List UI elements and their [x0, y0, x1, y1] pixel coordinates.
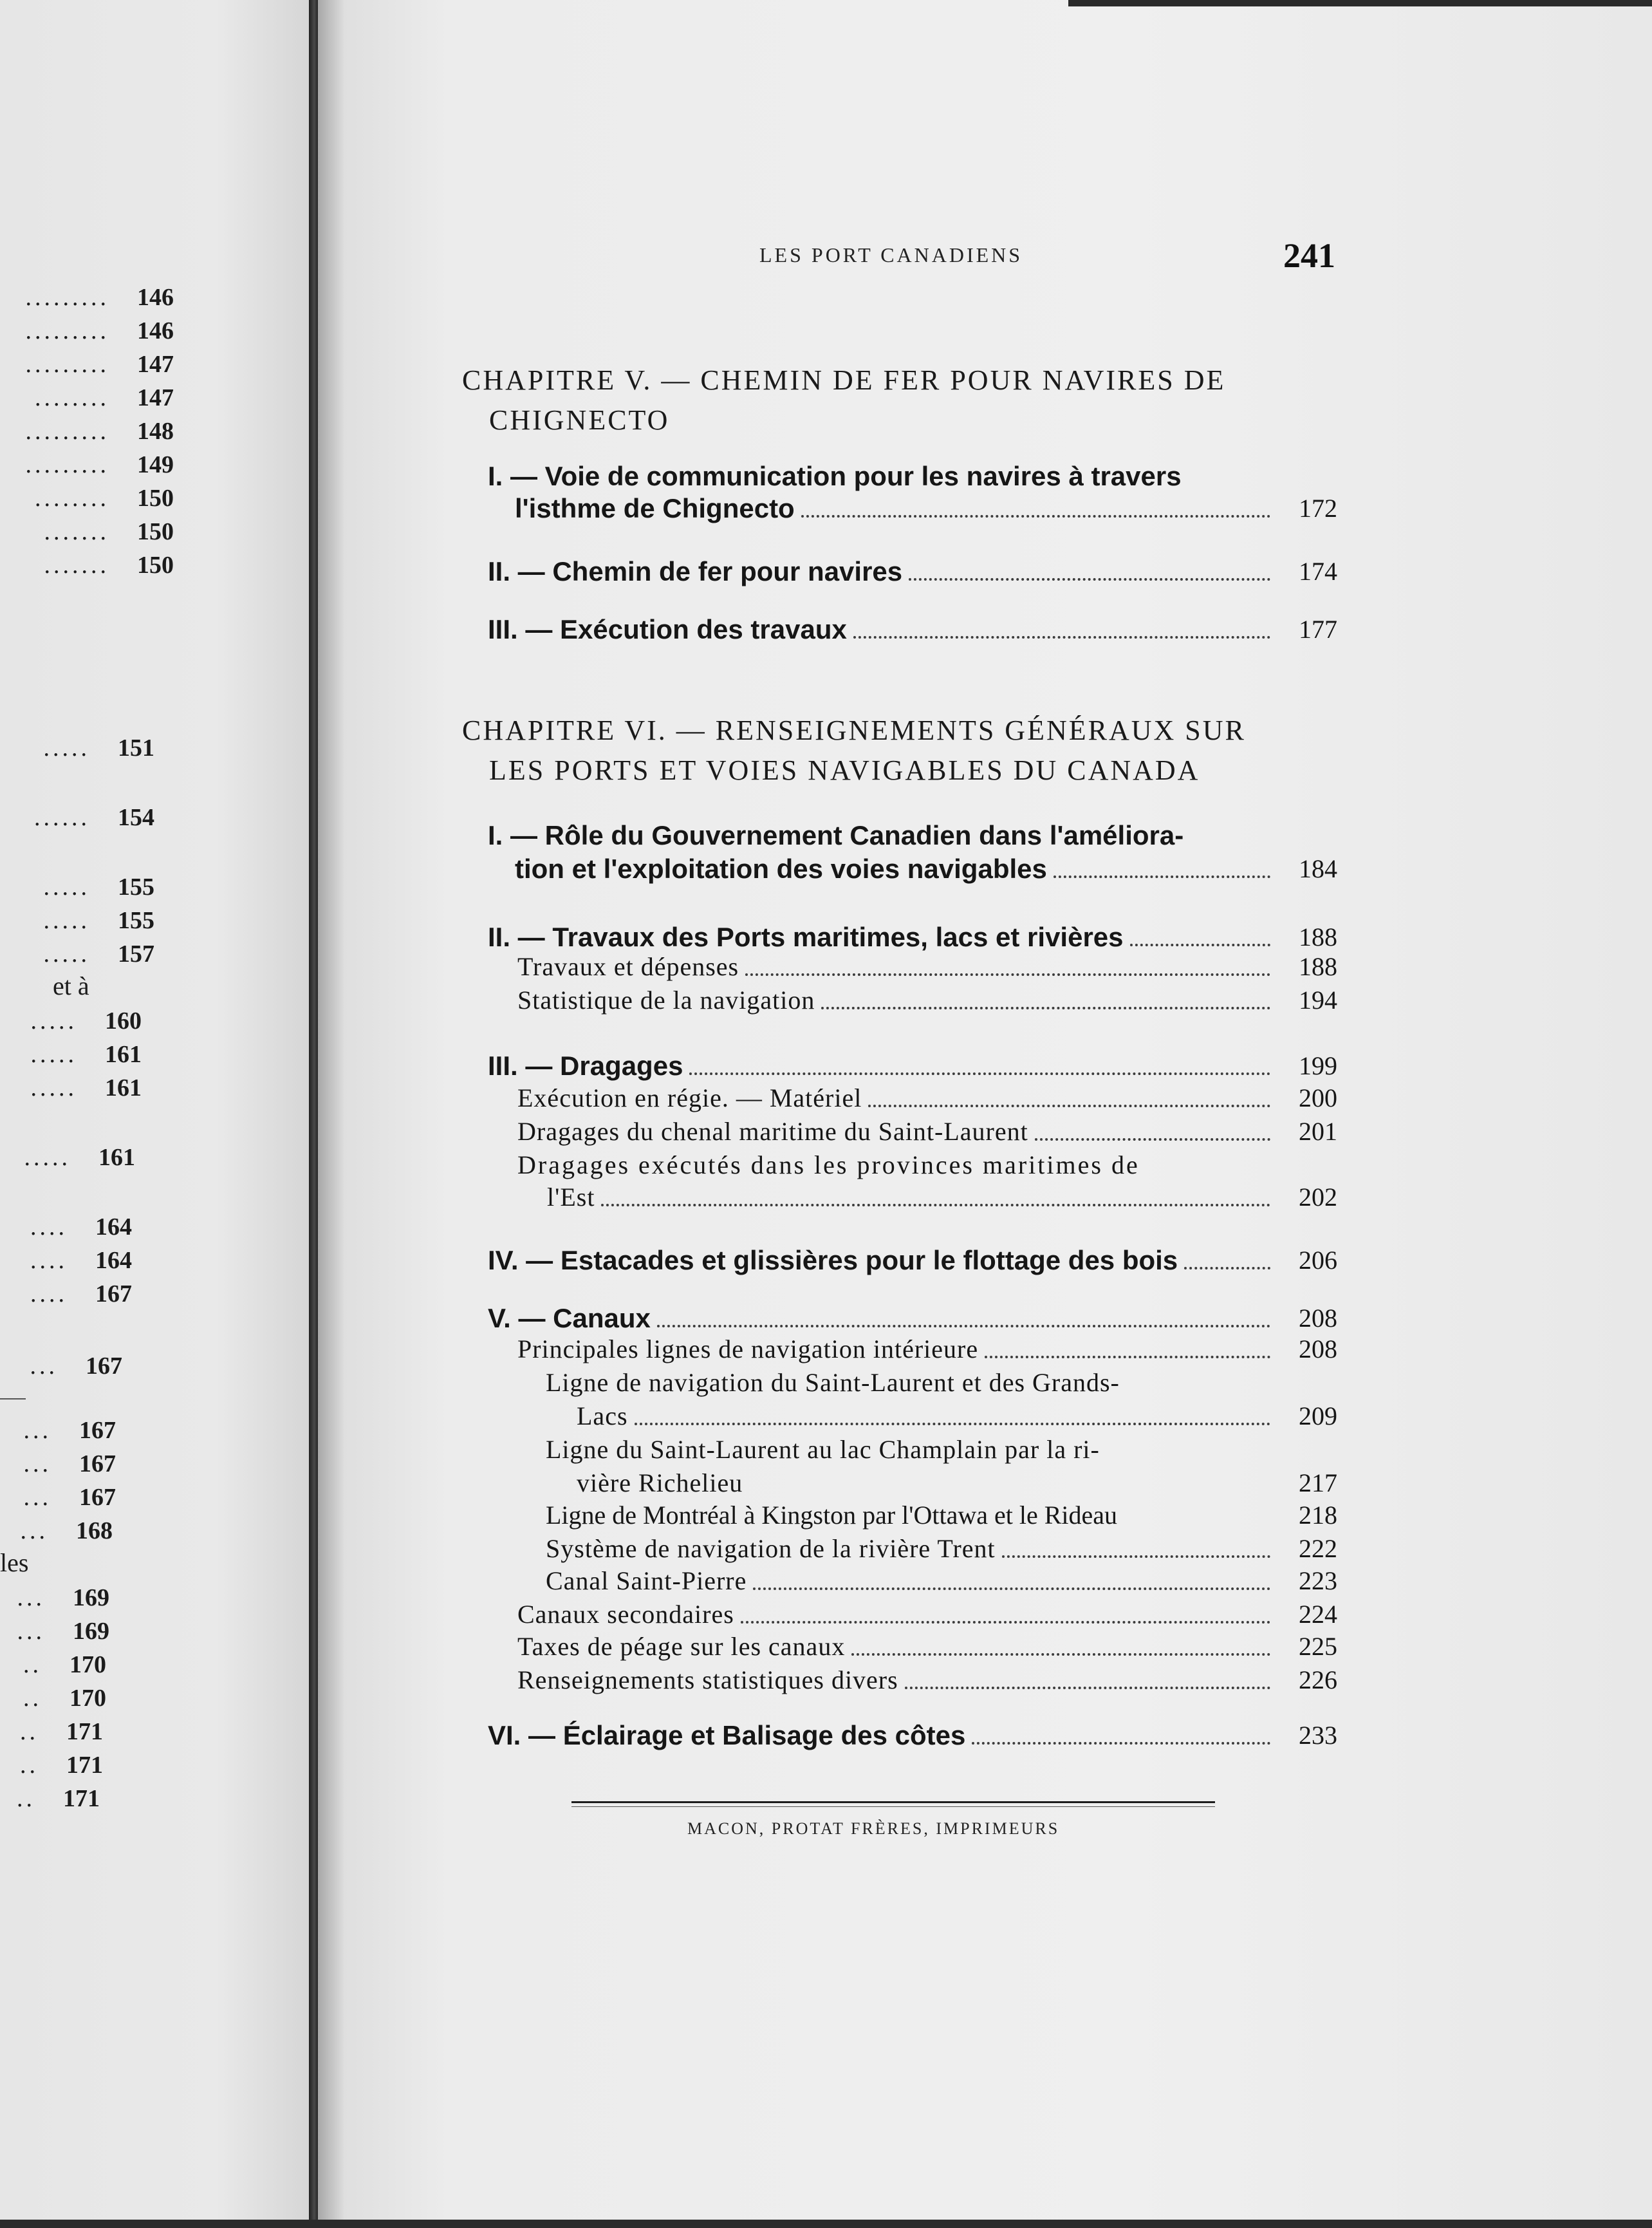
book-binding [309, 0, 318, 2228]
toc-section: V. — Canaux 208 [488, 1302, 1337, 1335]
toc-page-number: 209 [1299, 1401, 1337, 1430]
toc-subsection: Système de navigation de la rivière Trent 222 [546, 1532, 1337, 1566]
left-toc-row: ..... 160 [30, 1007, 142, 1034]
left-toc-row: ...... 154 [34, 804, 154, 831]
toc-section: III. — Dragages 199 [488, 1049, 1337, 1083]
left-toc-row: .. 171 [20, 1752, 103, 1779]
toc-page-number: 201 [1299, 1117, 1337, 1146]
toc-page-number: 217 [1299, 1468, 1337, 1497]
toc-subsection: Ligne de navigation du Saint-Laurent et des Grands- [546, 1368, 1120, 1397]
left-toc-row: ..... 161 [24, 1144, 135, 1171]
footer-rule-thin [571, 1806, 1215, 1807]
toc-subsection: Renseignements statistiques divers 226 [517, 1663, 1337, 1697]
left-toc-row: .... 164 [30, 1213, 132, 1240]
left-toc-row: ......... 149 [25, 451, 174, 478]
left-toc-row: ... 169 [17, 1584, 109, 1611]
toc-page-number: 177 [1299, 615, 1337, 644]
left-toc-row: ....... 150 [44, 518, 174, 545]
left-toc-row: ... 167 [23, 1484, 116, 1511]
left-toc-row: ..... 161 [30, 1041, 142, 1068]
toc-section: VI. — Éclairage et Balisage des côtes 233 [488, 1719, 1337, 1752]
left-toc-row: .. 171 [20, 1718, 103, 1745]
left-word: les [0, 1548, 29, 1577]
toc-page-number: 194 [1299, 986, 1337, 1015]
toc-subsection: Lacs 209 [577, 1400, 1337, 1433]
left-toc-row: ..... 155 [43, 874, 154, 901]
toc-page-number: 184 [1299, 854, 1337, 883]
left-toc-row: ......... 146 [25, 284, 174, 311]
toc-page-number: 172 [1299, 494, 1337, 523]
toc-subsection: Ligne du Saint-Laurent au lac Champlain par la ri- [546, 1435, 1100, 1464]
left-word: et à [53, 971, 89, 1000]
toc-subsection: l'Est 202 [547, 1181, 1337, 1214]
left-toc-row: ........ 150 [35, 485, 174, 512]
toc-section: II. — Chemin de fer pour navires 174 [488, 555, 1337, 588]
left-toc-row: ........ 147 [35, 384, 174, 411]
gutter-shadow [318, 0, 344, 2228]
left-toc-row: .... 164 [30, 1247, 132, 1274]
running-title: LES PORT CANADIENS [759, 243, 1023, 267]
left-page-fragment [0, 0, 309, 2228]
toc-page-number: 226 [1299, 1665, 1337, 1694]
chapter-heading: CHAPITRE VI. — RENSEIGNEMENTS GÉNÉRAUX SUR LES PORTS ET VOIES NAVIGABLES DU CANADA [462, 715, 1246, 786]
toc-page-number: 200 [1299, 1083, 1337, 1112]
left-toc-row: ..... 151 [43, 735, 154, 762]
toc-section: I. — Rôle du Gouvernement Canadien dans l'améliora- [488, 820, 1184, 850]
toc-page-number: 208 [1299, 1334, 1337, 1363]
footer-rule [571, 1801, 1215, 1803]
toc-subsection: Dragages exécutés dans les provinces maritimes de [517, 1150, 1140, 1179]
printer-imprint: MACON, PROTAT FRÈRES, IMPRIMEURS [687, 1819, 1060, 1838]
toc-subsection: Dragages du chenal maritime du Saint-Laurent 201 [517, 1115, 1337, 1148]
toc-subsection: vière Richelieu 217 [577, 1466, 1337, 1500]
toc-section: tion et l'exploitation des voies navigables 184 [515, 852, 1337, 886]
toc-page-number: 208 [1299, 1304, 1337, 1333]
toc-subsection: Canal Saint-Pierre 223 [546, 1564, 1337, 1598]
left-toc-row: ... 167 [30, 1353, 122, 1380]
left-toc-row: ......... 146 [25, 317, 174, 344]
left-toc-row: .. 170 [23, 1685, 106, 1712]
toc-page-number: 199 [1299, 1051, 1337, 1080]
toc-page-number: 188 [1299, 952, 1337, 981]
toc-page-number: 188 [1299, 922, 1337, 951]
toc-page-number: 174 [1299, 557, 1337, 586]
left-toc-row: ..... 161 [30, 1074, 142, 1101]
toc-page-number: 224 [1299, 1600, 1337, 1629]
left-toc-row: ..... 155 [43, 907, 154, 934]
toc-subsection: Exécution en régie. — Matériel 200 [517, 1081, 1337, 1115]
left-toc-row: .... 167 [30, 1280, 132, 1307]
left-toc-row: ....... 150 [44, 552, 174, 579]
left-toc-row: ... 169 [17, 1618, 109, 1645]
chapter-heading: CHAPITRE V. — CHEMIN DE FER POUR NAVIRES DE CHIGNECTO [462, 364, 1226, 436]
toc-page-number: 222 [1299, 1534, 1337, 1563]
toc-subsection: Statistique de la navigation 194 [517, 984, 1337, 1017]
toc-page-number: 206 [1299, 1246, 1337, 1275]
left-toc-row: ..... 157 [43, 941, 154, 968]
toc-section: l'isthme de Chignecto 172 [515, 492, 1337, 525]
left-toc-row: ......... 147 [25, 351, 174, 378]
toc-subsection: Taxes de péage sur les canaux 225 [517, 1630, 1337, 1663]
toc-page-number: 225 [1299, 1632, 1337, 1661]
left-toc-row: ... 167 [23, 1450, 116, 1477]
toc-page-number: 223 [1299, 1566, 1337, 1595]
toc-page-number: 218 [1299, 1501, 1337, 1530]
toc-subsection: Canaux secondaires 224 [517, 1598, 1337, 1631]
toc-page-number: 202 [1299, 1183, 1337, 1212]
left-toc-row: .. 170 [23, 1651, 106, 1678]
toc-page-number: 233 [1299, 1721, 1337, 1750]
page-number: 241 [1283, 236, 1335, 275]
toc-section: IV. — Estacades et glissières pour le flottage des bois 206 [488, 1244, 1337, 1277]
toc-subsection: Travaux et dépenses 188 [517, 950, 1337, 984]
left-toc-row: ... 168 [20, 1517, 113, 1544]
left-toc-row: ......... 148 [25, 418, 174, 445]
toc-section: II. — Travaux des Ports maritimes, lacs et rivières 188 [488, 921, 1337, 954]
toc-subsection: Principales lignes de navigation intérieure 208 [517, 1333, 1337, 1366]
left-toc-row: .. 171 [17, 1785, 100, 1812]
scan-top-edge [1068, 0, 1652, 6]
toc-section: I. — Voie de communication pour les navires à travers [488, 461, 1182, 491]
scan-bottom-edge [0, 2220, 1652, 2228]
toc-subsection: Ligne de Montréal à Kingston par l'Ottawa et le Rideau 218 [546, 1499, 1337, 1532]
toc-section: III. — Exécution des travaux 177 [488, 613, 1337, 646]
left-toc-row: ... 167 [23, 1417, 116, 1444]
left-rule [0, 1398, 26, 1400]
